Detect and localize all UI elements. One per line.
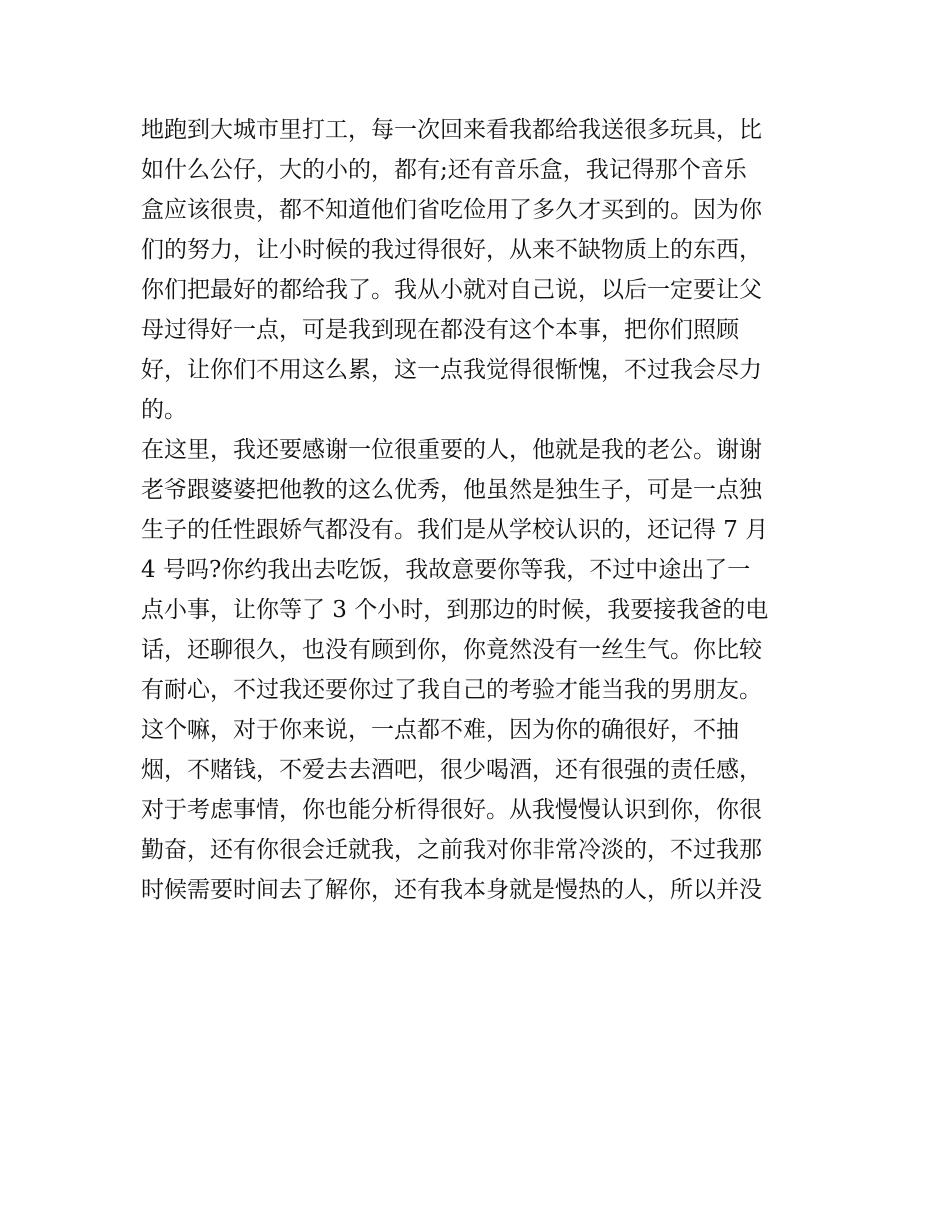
text-line: 对于考虑事情，你也能分析得很好。从我慢慢认识到你，你很 xyxy=(141,797,762,823)
text-line: 点小事，让你等了 3 个小时，到那边的时候，我要接我爸的电 xyxy=(141,597,769,623)
text-line: 勤奋，还有你很会迁就我，之前我对你非常冷淡的，不过我那 xyxy=(141,837,762,863)
text-line: 生子的任性跟娇气都没有。我们是从学校认识的，还记得 7 月 xyxy=(141,517,769,543)
text-line: 烟，不赌钱，不爱去去酒吧，很少喝酒，还有很强的责任感， xyxy=(141,757,762,783)
text-line: 老爷跟婆婆把他教的这么优秀，他虽然是独生子，可是一点独 xyxy=(141,477,762,503)
text-line: 话，还聊很久，也没有顾到你，你竟然没有一丝生气。你比较 xyxy=(141,637,762,663)
body-text xyxy=(141,110,821,910)
text-line: 盒应该很贵，都不知道他们省吃俭用了多久才买到的。因为你 xyxy=(141,197,762,223)
text-line: 的。 xyxy=(141,397,187,423)
text-line: 好，让你们不用这么累，这一点我觉得很惭愧，不过我会尽力 xyxy=(141,357,762,383)
text-line: 4 号吗?你约我出去吃饭，我故意要你等我，不过中途出了一 xyxy=(141,557,751,583)
text-line: 地跑到大城市里打工，每一次回来看我都给我送很多玩具，比 xyxy=(141,117,762,143)
text-line: 有耐心，不过我还要你过了我自己的考验才能当我的男朋友。 xyxy=(141,677,762,703)
text-line: 们的努力，让小时候的我过得很好，从来不缺物质上的东西， xyxy=(141,237,762,263)
text-line: 母过得好一点，可是我到现在都没有这个本事，把你们照顾 xyxy=(141,317,739,343)
text-line: 你们把最好的都给我了。我从小就对自己说，以后一定要让父 xyxy=(141,277,762,303)
text-line: 这个嘛，对于你来说，一点都不难，因为你的确很好，不抽 xyxy=(141,717,739,743)
text-line: 在这里，我还要感谢一位很重要的人，他就是我的老公。谢谢 xyxy=(141,437,762,463)
text-line: 时候需要时间去了解你，还有我本身就是慢热的人，所以并没 xyxy=(141,877,762,903)
text-line: 如什么公仔，大的小的，都有;还有音乐盒，我记得那个音乐 xyxy=(141,157,747,183)
